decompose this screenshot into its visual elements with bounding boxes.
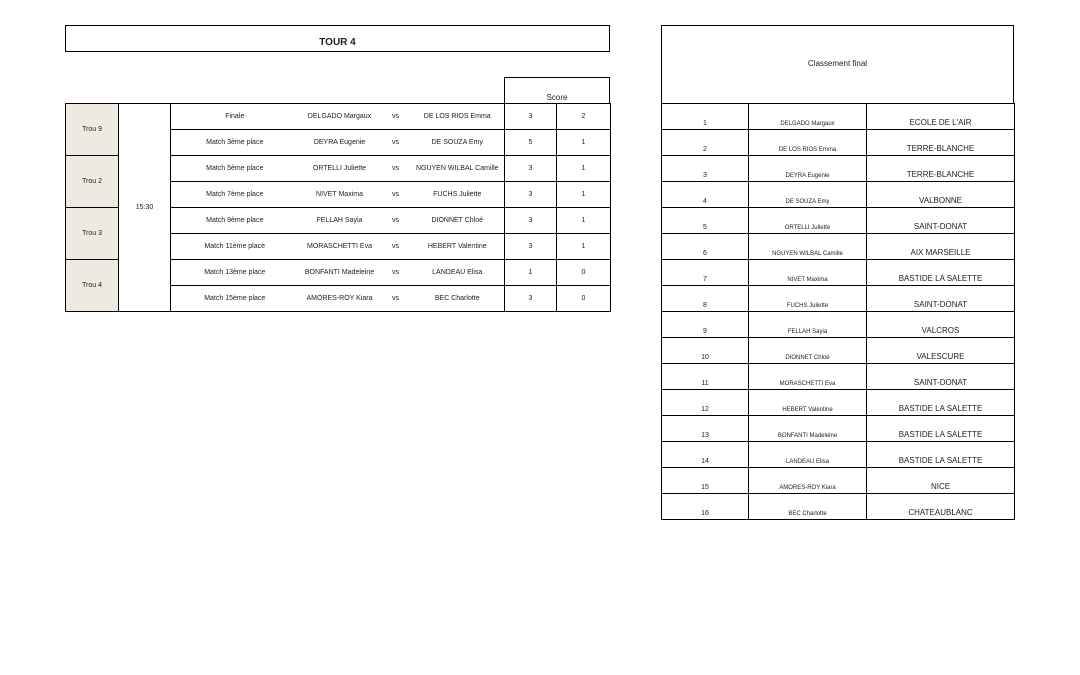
score-one: 1 [505,260,557,286]
player-one: ORTELLI Juliette [299,156,381,182]
classement-row [662,364,1015,390]
score-two: 1 [557,208,611,234]
rank-position: 5 [662,208,749,234]
rank-player: DE LOS RIOS Emma [749,130,867,156]
classement-row [662,442,1015,468]
rank-position: 4 [662,182,749,208]
rank-club: TERRE-BLANCHE [867,130,1015,156]
classement-row [662,182,1015,208]
rank-player: FELLAH Sayia [749,312,867,338]
player-one: DEYRA Eugenie [299,130,381,156]
classement-row [662,468,1015,494]
hole-label: Trou 2 [66,156,119,208]
score-two: 1 [557,234,611,260]
hole-label: Trou 9 [66,104,119,156]
rank-player: DELGADO Margaux [749,104,867,130]
player-one: NIVET Maxima [299,182,381,208]
classement-row [662,130,1015,156]
rank-club: BASTIDE LA SALETTE [867,260,1015,286]
player-one: FELLAH Sayia [299,208,381,234]
rank-position: 2 [662,130,749,156]
classement-row [662,416,1015,442]
score-one: 5 [505,130,557,156]
vs-label: vs [381,156,411,182]
rank-player: DIONNET Chloé [749,338,867,364]
rank-position: 14 [662,442,749,468]
match-name: Match 11ème place [171,234,299,260]
vs-label: vs [381,208,411,234]
player-one: MORASCHETTI Eva [299,234,381,260]
classement-row [662,156,1015,182]
score-two: 1 [557,182,611,208]
classement-row [662,338,1015,364]
rank-position: 1 [662,104,749,130]
classement-row [662,286,1015,312]
score-one: 3 [505,104,557,130]
rank-player: ORTELLI Juliette [749,208,867,234]
classement-table [661,103,1015,520]
rank-player: DE SOUZA Emy [749,182,867,208]
rank-club: SAINT-DONAT [867,286,1015,312]
vs-label: vs [381,130,411,156]
vs-label: vs [381,234,411,260]
rank-position: 15 [662,468,749,494]
rank-player: LANDEAU Elisa [749,442,867,468]
player-two: FUCHS Juliette [411,182,505,208]
tour-title: TOUR 4 [65,25,610,52]
player-two: LANDEAU Elisa [411,260,505,286]
classement-row [662,208,1015,234]
classement-row [662,390,1015,416]
vs-label: vs [381,260,411,286]
score-one: 3 [505,234,557,260]
match-name: Match 7ème place [171,182,299,208]
rank-player: NGUYEN WILBAL Camille [749,234,867,260]
score-one: 3 [505,208,557,234]
rank-position: 3 [662,156,749,182]
classement-row [662,104,1015,130]
match-row [66,104,611,130]
schedule-table [65,103,611,312]
classement-row [662,494,1015,520]
rank-player: AMORES-ROY Kiara [749,468,867,494]
player-one: DELGADO Margaux [299,104,381,130]
rank-club: VALBONNE [867,182,1015,208]
score-one: 3 [505,182,557,208]
player-two: HEBERT Valentine [411,234,505,260]
match-name: Match 13ème place [171,260,299,286]
rank-club: AIX MARSEILLE [867,234,1015,260]
rank-club: SAINT-DONAT [867,208,1015,234]
rank-position: 9 [662,312,749,338]
rank-position: 11 [662,364,749,390]
rank-club: ECOLE DE L'AIR [867,104,1015,130]
rank-club: VALCROS [867,312,1015,338]
score-two: 0 [557,260,611,286]
vs-label: vs [381,104,411,130]
rank-player: DEYRA Eugenie [749,156,867,182]
rank-position: 12 [662,390,749,416]
player-two: DE LOS RIOS Emma [411,104,505,130]
score-two: 1 [557,156,611,182]
rank-club: BASTIDE LA SALETTE [867,416,1015,442]
rank-player: MORASCHETTI Eva [749,364,867,390]
rank-club: BASTIDE LA SALETTE [867,442,1015,468]
player-one: AMORES-ROY Kiara [299,286,381,312]
rank-position: 13 [662,416,749,442]
rank-position: 10 [662,338,749,364]
rank-club: TERRE-BLANCHE [867,156,1015,182]
vs-label: vs [381,286,411,312]
player-two: DIONNET Chloé [411,208,505,234]
rank-player: BONFANTI Madeleine [749,416,867,442]
score-two: 1 [557,130,611,156]
rank-position: 6 [662,234,749,260]
player-two: DE SOUZA Emy [411,130,505,156]
rank-player: BEC Charlotte [749,494,867,520]
hole-label: Trou 3 [66,208,119,260]
score-header: Score [504,77,610,103]
rank-position: 16 [662,494,749,520]
player-one: BONFANTI Madeleine [299,260,381,286]
vs-label: vs [381,182,411,208]
rank-position: 7 [662,260,749,286]
rank-club: CHATEAUBLANC [867,494,1015,520]
rank-player: HEBERT Valentine [749,390,867,416]
classement-row [662,260,1015,286]
match-name: Match 3ème place [171,130,299,156]
match-name: Match 15ème place [171,286,299,312]
score-two: 0 [557,286,611,312]
rank-club: VALESCURE [867,338,1015,364]
rank-player: NIVET Maxima [749,260,867,286]
player-two: NGUYEN WILBAL Camille [411,156,505,182]
match-name: Finale [171,104,299,130]
score-one: 3 [505,286,557,312]
rank-player: FUCHS Juliette [749,286,867,312]
score-two: 2 [557,104,611,130]
hole-label: Trou 4 [66,260,119,312]
classement-row [662,312,1015,338]
rank-position: 8 [662,286,749,312]
classement-row [662,234,1015,260]
classement-title: Classement final [661,25,1014,103]
rank-club: BASTIDE LA SALETTE [867,390,1015,416]
rank-club: NICE [867,468,1015,494]
match-name: Match 9ème place [171,208,299,234]
player-two: BEC Charlotte [411,286,505,312]
start-time: 15:30 [119,104,171,312]
match-name: Match 5ème place [171,156,299,182]
rank-club: SAINT-DONAT [867,364,1015,390]
score-one: 3 [505,156,557,182]
